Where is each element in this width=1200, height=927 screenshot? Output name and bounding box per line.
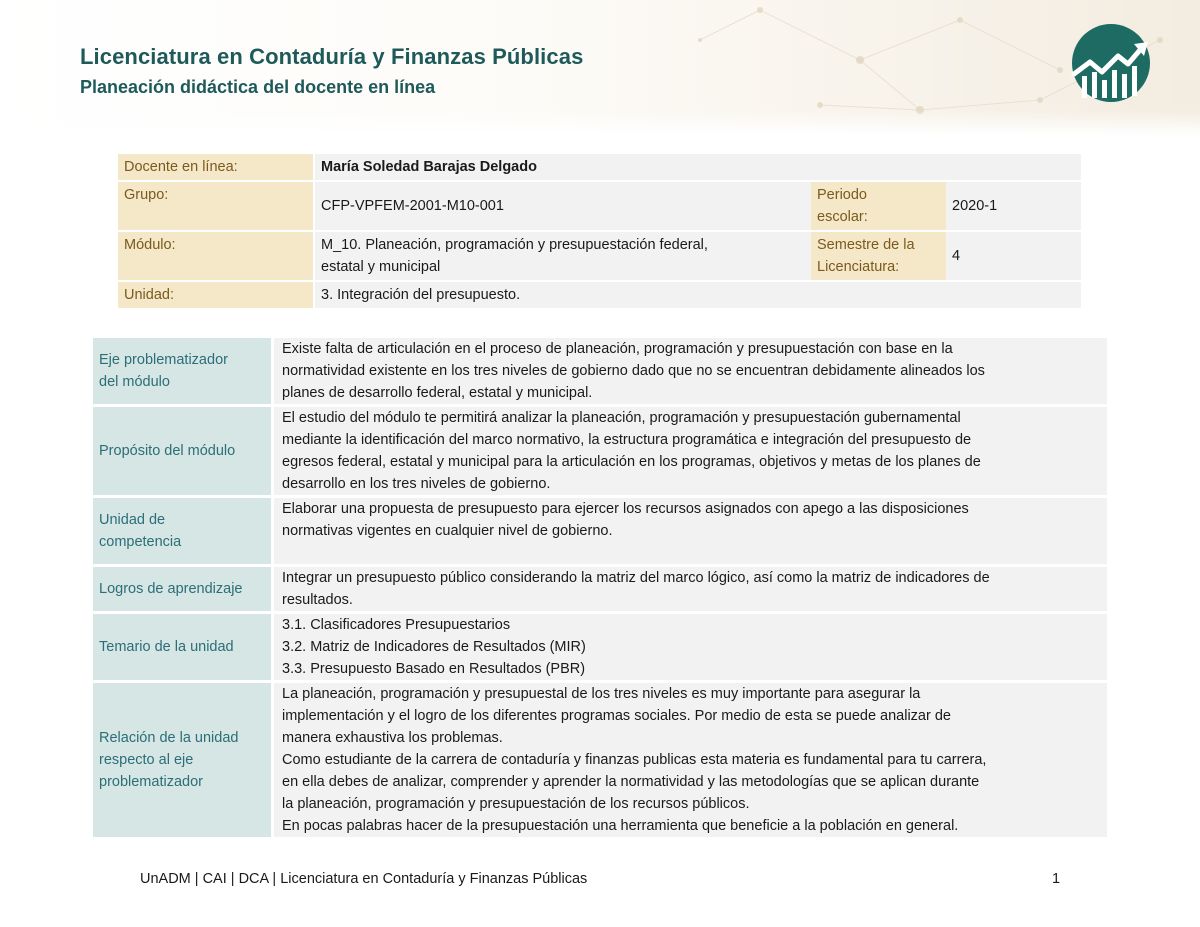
docente-label: Docente en línea: xyxy=(118,154,313,180)
planning-row-content xyxy=(274,407,1107,495)
docente-value: María Soledad Barajas Delgado xyxy=(315,154,1081,180)
content-line: 3.3. Presupuesto Basado en Resultados (PBR) xyxy=(282,661,586,677)
semestre-label: Semestre de la Licenciatura: xyxy=(811,232,946,280)
chart-arrow-logo-icon xyxy=(1070,22,1152,104)
label-line: respecto al eje xyxy=(99,752,194,768)
content-line: la planeación, programación y presupuestación de los recursos públicos. xyxy=(282,796,750,812)
content-line: resultados. xyxy=(282,592,353,608)
content-line: Elaborar una propuesta de presupuesto para ejercer los recursos asignados con apego a las disposiciones xyxy=(282,501,969,517)
content-line: 3.2. Matriz de Indicadores de Resultados (MIR) xyxy=(282,639,586,655)
content-line: egresos federal, estatal y municipal para la articulación en los programas, objetivos y metas de los planes de xyxy=(282,454,981,470)
planning-row xyxy=(93,498,1107,564)
planning-row-label xyxy=(93,683,271,837)
planning-row xyxy=(93,614,1107,680)
info-row-unidad xyxy=(118,282,1081,308)
grupo-label: Grupo: xyxy=(118,182,313,230)
content-line: mediante la identificación del marco normativo, la estructura programática e integración del presupuesto de xyxy=(282,432,972,448)
unidad-value: 3. Integración del presupuesto. xyxy=(315,282,1081,308)
planning-row-content xyxy=(274,567,1107,611)
content-line: Como estudiante de la carrera de contaduría y finanzas publicas esta materia es fundamental para tu carrera, xyxy=(282,752,987,768)
page-header xyxy=(0,0,1200,135)
planning-row-label xyxy=(93,407,271,495)
content-line: normatividad existente en los tres niveles de gobierno dado que no se encuentran debidamente alineados los xyxy=(282,363,985,379)
periodo-label: Periodo escolar: xyxy=(811,182,946,230)
content-line: El estudio del módulo te permitirá analizar la planeación, programación y presupuestación gubernamental xyxy=(282,410,961,426)
planning-row xyxy=(93,567,1107,611)
content-line: 3.1. Clasificadores Presupuestarios xyxy=(282,617,511,633)
content-line: desarrollo en los tres niveles de gobierno. xyxy=(282,476,551,492)
info-row-docente xyxy=(118,154,1081,180)
label-line: Relación de la unidad xyxy=(99,730,239,746)
content-line: implementación y el logro de los diferentes programas sociales. Por medio de esta se puede analizar de xyxy=(282,708,951,724)
document-title: Licenciatura en Contaduría y Finanzas Públicas xyxy=(80,44,584,69)
planning-row-content xyxy=(274,614,1107,680)
planning-row-label xyxy=(93,567,271,611)
label-line: competencia xyxy=(99,534,182,550)
info-row-grupo xyxy=(118,182,1081,230)
course-info-table xyxy=(118,152,1081,310)
unidad-label: Unidad: xyxy=(118,282,313,308)
content-line: Integrar un presupuesto público considerando la matriz del marco lógico, así como la matriz de indicadores de xyxy=(282,570,990,586)
planning-row xyxy=(93,338,1107,404)
content-line: en ella debes de analizar, comprender y aprender la normatividad y las metodologías que se aplican durante xyxy=(282,774,980,790)
modulo-label: Módulo: xyxy=(118,232,313,280)
grupo-value: CFP-VPFEM-2001-M10-001 xyxy=(315,182,811,230)
content-line: normativas vigentes en cualquier nivel de gobierno. xyxy=(282,523,613,539)
planning-row-label xyxy=(93,498,271,564)
planning-table xyxy=(93,335,1107,840)
periodo-value: 2020-1 xyxy=(946,182,1081,230)
planning-row-content xyxy=(274,498,1107,564)
content-line: manera exhaustiva los problemas. xyxy=(282,730,503,746)
planning-row-label xyxy=(93,338,271,404)
label-line: Logros de aprendizaje xyxy=(99,581,243,597)
label-line: problematizador xyxy=(99,774,203,790)
label-line: Temario de la unidad xyxy=(99,639,234,655)
document-subtitle: Planeación didáctica del docente en línea xyxy=(80,77,436,97)
semestre-value: 4 xyxy=(946,232,1081,280)
page-footer: UnADM | CAI | DCA | Licenciatura en Contaduría y Finanzas Públicas xyxy=(140,871,588,887)
planning-row-content xyxy=(274,338,1107,404)
label-line: Eje problematizador xyxy=(99,352,228,368)
label-line: del módulo xyxy=(99,374,170,390)
planning-row xyxy=(93,407,1107,495)
planning-row-content xyxy=(274,683,1107,837)
content-line: En pocas palabras hacer de la presupuestación una herramienta que beneficie a la población en general. xyxy=(282,818,959,834)
content-line xyxy=(282,542,1097,564)
modulo-value: M_10. Planeación, programación y presupuestación federal, estatal y municipal xyxy=(315,232,811,280)
content-line: planes de desarrollo federal, estatal y municipal. xyxy=(282,385,593,401)
label-line: Propósito del módulo xyxy=(99,443,236,459)
content-line: La planeación, programación y presupuestal de los tres niveles es muy importante para asegurar la xyxy=(282,686,921,702)
label-line: Unidad de xyxy=(99,512,166,528)
planning-row-label xyxy=(93,614,271,680)
page-number: 1 xyxy=(1052,871,1061,887)
info-row-modulo xyxy=(118,232,1081,280)
planning-row xyxy=(93,683,1107,837)
content-line: Existe falta de articulación en el proceso de planeación, programación y presupuestación con base en la xyxy=(282,341,953,357)
